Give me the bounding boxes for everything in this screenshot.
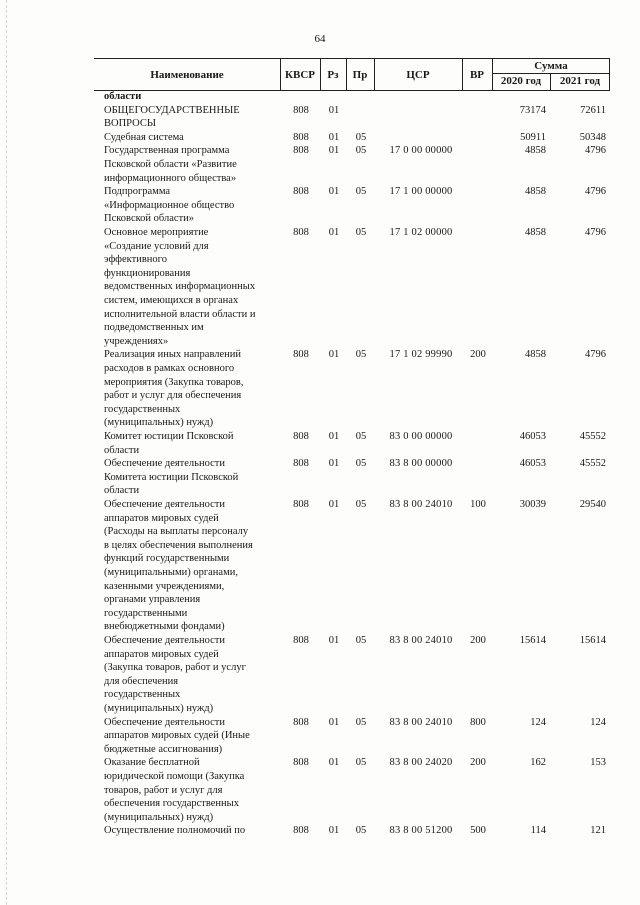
row-name: Обеспечение деятельности аппаратов мировых судей (Закупка товаров, работ и услуг для обеспечения государственных (муниципальных) нужд) (104, 634, 246, 714)
row-kvsr: 808 (293, 430, 309, 442)
row-pr: 05 (355, 145, 367, 157)
row-pr: 05 (355, 226, 367, 238)
row-rz: 01 (328, 145, 340, 157)
table-row (0, 185, 640, 226)
row-name: области (104, 91, 142, 102)
row-csr: 83 8 00 24010 (389, 634, 453, 646)
header-vr: ВР (469, 68, 485, 81)
table-row (0, 144, 640, 185)
row-kvsr: 808 (293, 131, 309, 143)
row-csr: 17 1 00 00000 (389, 186, 453, 198)
row-name: Оказание бесплатной юридической помощи (Закупка товаров, работ и услуг для обеспечения государственных (муниципальных) нужд) (104, 757, 245, 823)
table-row (0, 716, 640, 757)
row-rz: 01 (328, 825, 340, 837)
row-sum-2021: 29540 (579, 498, 606, 510)
row-name: Обеспечение деятельности аппаратов мировых судей (Иные бюджетные ассигнования) (104, 716, 250, 755)
row-csr: 17 0 00 00000 (389, 145, 453, 157)
row-vr: 200 (470, 634, 486, 646)
row-rz: 01 (328, 131, 340, 143)
row-sum-2020: 46053 (519, 430, 546, 442)
row-name: Государственная программа Псковской области «Развитие информационного общества» (104, 145, 237, 184)
table-row (0, 498, 640, 634)
header-pr: Пр (352, 68, 368, 81)
row-rz: 01 (328, 349, 340, 361)
row-csr: 83 8 00 24010 (389, 716, 453, 728)
row-rz: 01 (328, 186, 340, 198)
row-name: Обеспечение деятельности Комитета юстиции Псковской области (104, 458, 239, 497)
row-csr: 83 8 00 51200 (389, 825, 453, 837)
row-name: ОБЩЕГОСУДАРСТВЕННЫЕ ВОПРОСЫ (104, 104, 240, 130)
row-rz: 01 (328, 226, 340, 238)
row-name: Обеспечение деятельности аппаратов мировых судей (Расходы на выплаты персоналу в целях обеспечения выполнения функций государственными (муниципальными) органами, казенными учреждениями, органами управления государственными внебюджетными фондами) (104, 498, 253, 633)
header-rz: Рз (327, 68, 339, 81)
row-rz: 01 (328, 458, 340, 470)
row-csr: 17 1 02 00000 (389, 226, 453, 238)
row-name: Подпрограмма «Информационное общество Псковской области» (104, 186, 235, 225)
table-row (0, 348, 640, 430)
row-sum-2020: 73174 (519, 104, 546, 116)
row-sum-2020: 4858 (525, 349, 546, 361)
row-csr: 83 8 00 00000 (389, 458, 453, 470)
row-sum-2021: 50348 (579, 131, 606, 143)
row-vr: 200 (470, 757, 486, 769)
header-csr: ЦСР (406, 68, 430, 81)
table-row (0, 430, 640, 457)
row-sum-2020: 15614 (519, 634, 546, 646)
row-pr: 05 (355, 825, 367, 837)
row-csr: 17 1 02 99990 (389, 349, 453, 361)
row-pr: 05 (355, 498, 367, 510)
table-row (0, 634, 640, 716)
header-sum: Сумма (492, 59, 610, 74)
row-kvsr: 808 (293, 145, 309, 157)
row-sum-2021: 72611 (580, 104, 606, 116)
row-pr: 05 (355, 131, 367, 143)
row-sum-2021: 4796 (585, 186, 606, 198)
row-name: Реализация иных направлений расходов в рамках основного мероприятия (Закупка товаров, работ и услуг для обеспечения государственных (муниципальных) нужд) (104, 349, 244, 429)
row-vr: 500 (470, 825, 486, 837)
row-sum-2020: 4858 (525, 186, 546, 198)
row-pr: 05 (355, 458, 367, 470)
row-sum-2020: 4858 (525, 145, 546, 157)
row-rz: 01 (328, 716, 340, 728)
table-body (0, 90, 640, 838)
row-rz: 01 (328, 430, 340, 442)
row-pr: 05 (355, 430, 367, 442)
row-sum-2021: 15614 (579, 634, 606, 646)
header-name: Наименование (150, 68, 224, 81)
row-sum-2020: 4858 (525, 226, 546, 238)
row-kvsr: 808 (293, 757, 309, 769)
row-name: Основное мероприятие «Создание условий для эффективного функционирования ведомственных информационных систем, имеющихся в органах исполнительной власти области и подведомственных им учреждениях» (104, 226, 256, 347)
row-pr: 05 (355, 186, 367, 198)
row-csr: 83 8 00 24020 (389, 757, 453, 769)
row-vr: 800 (470, 716, 486, 728)
table-row (0, 226, 640, 348)
row-vr: 100 (470, 498, 486, 510)
row-rz: 01 (328, 498, 340, 510)
header-2020: 2020 год (500, 75, 542, 87)
table-row (0, 104, 640, 131)
header-kvsr: КВСР (285, 68, 315, 81)
row-sum-2021: 121 (590, 825, 606, 837)
row-kvsr: 808 (293, 498, 309, 510)
row-name: Комитет юстиции Псковской области (104, 430, 234, 456)
row-sum-2021: 45552 (579, 458, 606, 470)
row-sum-2020: 162 (530, 757, 546, 769)
row-rz: 01 (328, 634, 340, 646)
row-kvsr: 808 (293, 634, 309, 646)
row-name: Осуществление полномочий по (104, 825, 246, 837)
row-kvsr: 808 (293, 349, 309, 361)
row-sum-2021: 124 (590, 716, 606, 728)
table-row (0, 756, 640, 824)
row-sum-2020: 30039 (519, 498, 546, 510)
row-sum-2021: 45552 (579, 430, 606, 442)
row-sum-2021: 4796 (585, 349, 606, 361)
row-sum-2020: 124 (530, 716, 546, 728)
header-2021: 2021 год (559, 75, 601, 87)
row-sum-2021: 4796 (585, 226, 606, 238)
row-pr: 05 (355, 634, 367, 646)
row-pr: 05 (355, 349, 367, 361)
row-pr: 05 (355, 757, 367, 769)
row-csr: 83 0 00 00000 (389, 430, 453, 442)
row-name: Судебная система (104, 131, 184, 143)
table-row (0, 824, 640, 838)
row-rz: 01 (328, 757, 340, 769)
table-row (0, 131, 640, 145)
row-csr: 83 8 00 24010 (389, 498, 453, 510)
row-vr: 200 (470, 349, 486, 361)
row-sum-2020: 46053 (519, 458, 546, 470)
table-header (94, 58, 610, 91)
row-sum-2021: 153 (590, 757, 606, 769)
row-kvsr: 808 (293, 186, 309, 198)
row-pr: 05 (355, 716, 367, 728)
row-rz: 01 (328, 104, 340, 116)
table-row (0, 457, 640, 498)
row-sum-2021: 4796 (585, 145, 606, 157)
row-sum-2020: 114 (530, 825, 546, 837)
row-kvsr: 808 (293, 458, 309, 470)
page-number: 64 (314, 33, 326, 45)
row-sum-2020: 50911 (520, 131, 546, 143)
row-kvsr: 808 (293, 825, 309, 837)
row-kvsr: 808 (293, 104, 309, 116)
table-row (0, 90, 640, 104)
row-kvsr: 808 (293, 226, 309, 238)
row-kvsr: 808 (293, 716, 309, 728)
